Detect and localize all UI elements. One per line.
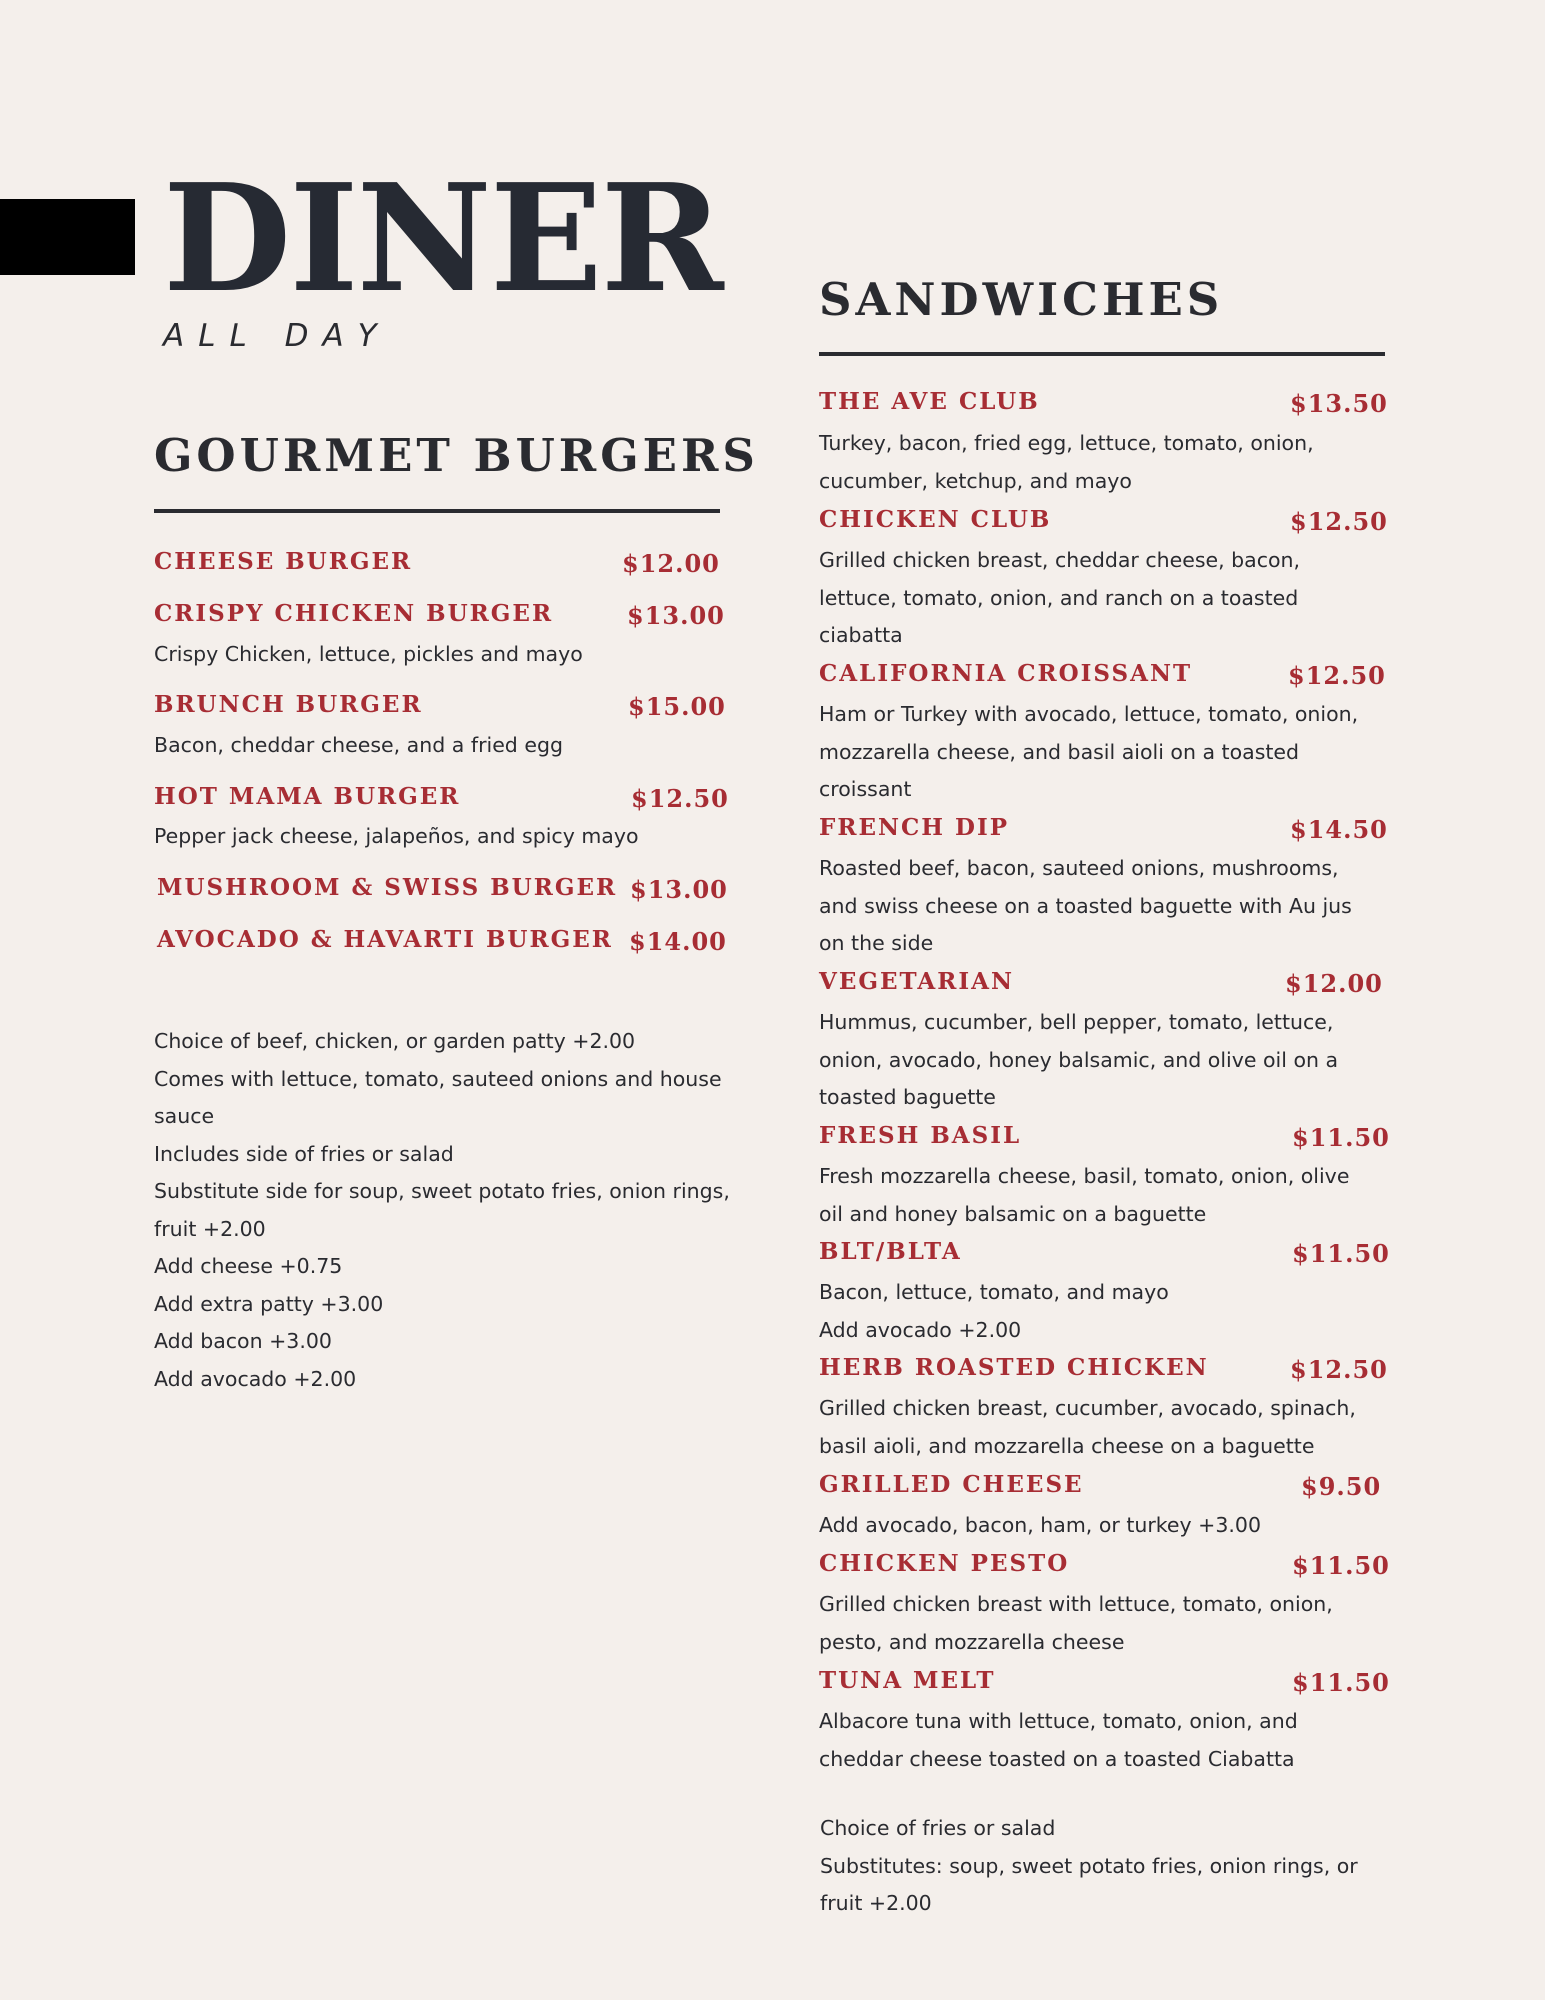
burgers-heading: GOURMET BURGERS xyxy=(154,429,759,482)
sandwich-note: Substitutes: soup, sweet potato fries, onion rings, or fruit +2.00 xyxy=(820,1853,1358,1915)
sandwich-item-price: $12.50 xyxy=(1288,661,1386,690)
sandwich-item-price: $12.50 xyxy=(1290,1355,1388,1384)
sandwich-item-name: FRESH BASIL xyxy=(819,1122,1022,1149)
sandwich-item-name: THE AVE CLUB xyxy=(819,388,1040,415)
burger-note: Substitute side for soup, sweet potato fries, onion rings, fruit +2.00 xyxy=(154,1179,730,1241)
burger-note: Add avocado +2.00 xyxy=(154,1366,357,1391)
burger-item-price: $15.00 xyxy=(628,692,726,721)
burger-item-price: $14.00 xyxy=(629,927,727,956)
sandwich-item-name: CHICKEN CLUB xyxy=(819,506,1052,533)
sandwich-item-description: Bacon, lettuce, tomato, and mayo Add avocado +2.00 xyxy=(819,1280,1169,1342)
sandwich-item-description: Grilled chicken breast, cucumber, avocado, spinach, basil aioli, and mozzarella cheese on a baguette xyxy=(819,1396,1356,1458)
burger-note: Add extra patty +3.00 xyxy=(154,1291,384,1316)
sandwiches-divider xyxy=(819,352,1385,356)
menu-title: DINER xyxy=(163,151,722,325)
burger-item-price: $12.50 xyxy=(631,784,729,813)
burger-item-price: $12.00 xyxy=(622,549,720,578)
burger-item-name: BRUNCH BURGER xyxy=(154,691,423,718)
decorative-black-bar xyxy=(0,199,135,275)
sandwich-item-description: Ham or Turkey with avocado, lettuce, tomato, onion, mozzarella cheese, and basil aioli on a toasted croissant xyxy=(819,702,1359,801)
burger-item-name: CRISPY CHICKEN BURGER xyxy=(154,600,554,627)
burger-note: Comes with lettuce, tomato, sauteed onions and house sauce xyxy=(154,1066,722,1128)
sandwich-item-price: $12.00 xyxy=(1285,969,1383,998)
sandwiches-heading: SANDWICHES xyxy=(819,273,1224,326)
burger-note: Includes side of fries or salad xyxy=(154,1141,454,1166)
sandwich-item-description: Add avocado, bacon, ham, or turkey +3.00 xyxy=(819,1513,1262,1537)
sandwich-item-name: TUNA MELT xyxy=(819,1667,996,1694)
sandwich-item-name: HERB ROASTED CHICKEN xyxy=(819,1354,1209,1381)
sandwich-item-description: Grilled chicken breast, cheddar cheese, bacon, lettuce, tomato, onion, and ranch on a toasted ciabatta xyxy=(819,548,1301,647)
burger-item-name: CHEESE BURGER xyxy=(154,548,413,575)
sandwich-item-description: Roasted beef, bacon, sauteed onions, mushrooms, and swiss cheese on a toasted baguette with Au jus on the side xyxy=(819,856,1352,955)
burger-item-price: $13.00 xyxy=(630,875,728,904)
sandwich-item-description: Turkey, bacon, fried egg, lettuce, tomato, onion, cucumber, ketchup, and mayo xyxy=(819,431,1314,493)
sandwich-item-price: $11.50 xyxy=(1292,1123,1390,1152)
sandwich-note: Choice of fries or salad xyxy=(820,1816,1056,1840)
sandwich-item-price: $9.50 xyxy=(1301,1472,1382,1501)
burgers-divider xyxy=(154,509,720,513)
sandwich-notes xyxy=(820,1810,1380,1923)
burger-note: Add cheese +0.75 xyxy=(154,1254,343,1278)
sandwich-item-name: VEGETARIAN xyxy=(819,968,1014,995)
burger-item-name: AVOCADO & HAVARTI BURGER xyxy=(157,926,613,953)
sandwich-item-price: $11.50 xyxy=(1292,1239,1390,1268)
sandwich-item-description: Albacore tuna with lettuce, tomato, onion, and cheddar cheese toasted on a toasted Ciabatta xyxy=(819,1709,1298,1771)
burger-item-price: $13.00 xyxy=(627,601,725,630)
sandwich-item-price: $13.50 xyxy=(1290,389,1388,418)
burger-item-description: Bacon, cheddar cheese, and a fried egg xyxy=(154,733,563,757)
burger-item-name: HOT MAMA BURGER xyxy=(154,783,461,810)
burger-note: Choice of beef, chicken, or garden patty +2.00 xyxy=(154,1029,636,1053)
sandwich-item-name: CHICKEN PESTO xyxy=(819,1550,1070,1577)
sandwich-item-price: $11.50 xyxy=(1292,1551,1390,1580)
menu-subtitle: ALL DAY xyxy=(163,318,391,354)
sandwich-item-price: $14.50 xyxy=(1290,815,1388,844)
sandwich-item-description: Fresh mozzarella cheese, basil, tomato, onion, olive oil and honey balsamic on a baguette xyxy=(819,1164,1350,1226)
burger-notes xyxy=(154,1023,744,1398)
sandwich-item-name: CALIFORNIA CROISSANT xyxy=(819,660,1193,687)
sandwich-item-name: GRILLED CHEESE xyxy=(819,1471,1084,1498)
sandwich-item-description: Grilled chicken breast with lettuce, tomato, onion, pesto, and mozzarella cheese xyxy=(819,1592,1333,1654)
burger-item-description: Crispy Chicken, lettuce, pickles and mayo xyxy=(154,642,583,666)
sandwich-item-name: FRENCH DIP xyxy=(819,814,1010,841)
burger-item-name: MUSHROOM & SWISS BURGER xyxy=(157,874,618,901)
sandwich-item-name: BLT/BLTA xyxy=(819,1238,962,1265)
burger-item-description: Pepper jack cheese, jalapeños, and spicy mayo xyxy=(154,824,639,848)
sandwich-item-price: $12.50 xyxy=(1290,507,1388,536)
sandwich-item-description: Hummus, cucumber, bell pepper, tomato, lettuce, onion, avocado, honey balsamic, and olive oil on a toasted baguette xyxy=(819,1010,1339,1109)
burger-note: Add bacon +3.00 xyxy=(154,1329,332,1353)
sandwich-item-price: $11.50 xyxy=(1292,1668,1390,1697)
